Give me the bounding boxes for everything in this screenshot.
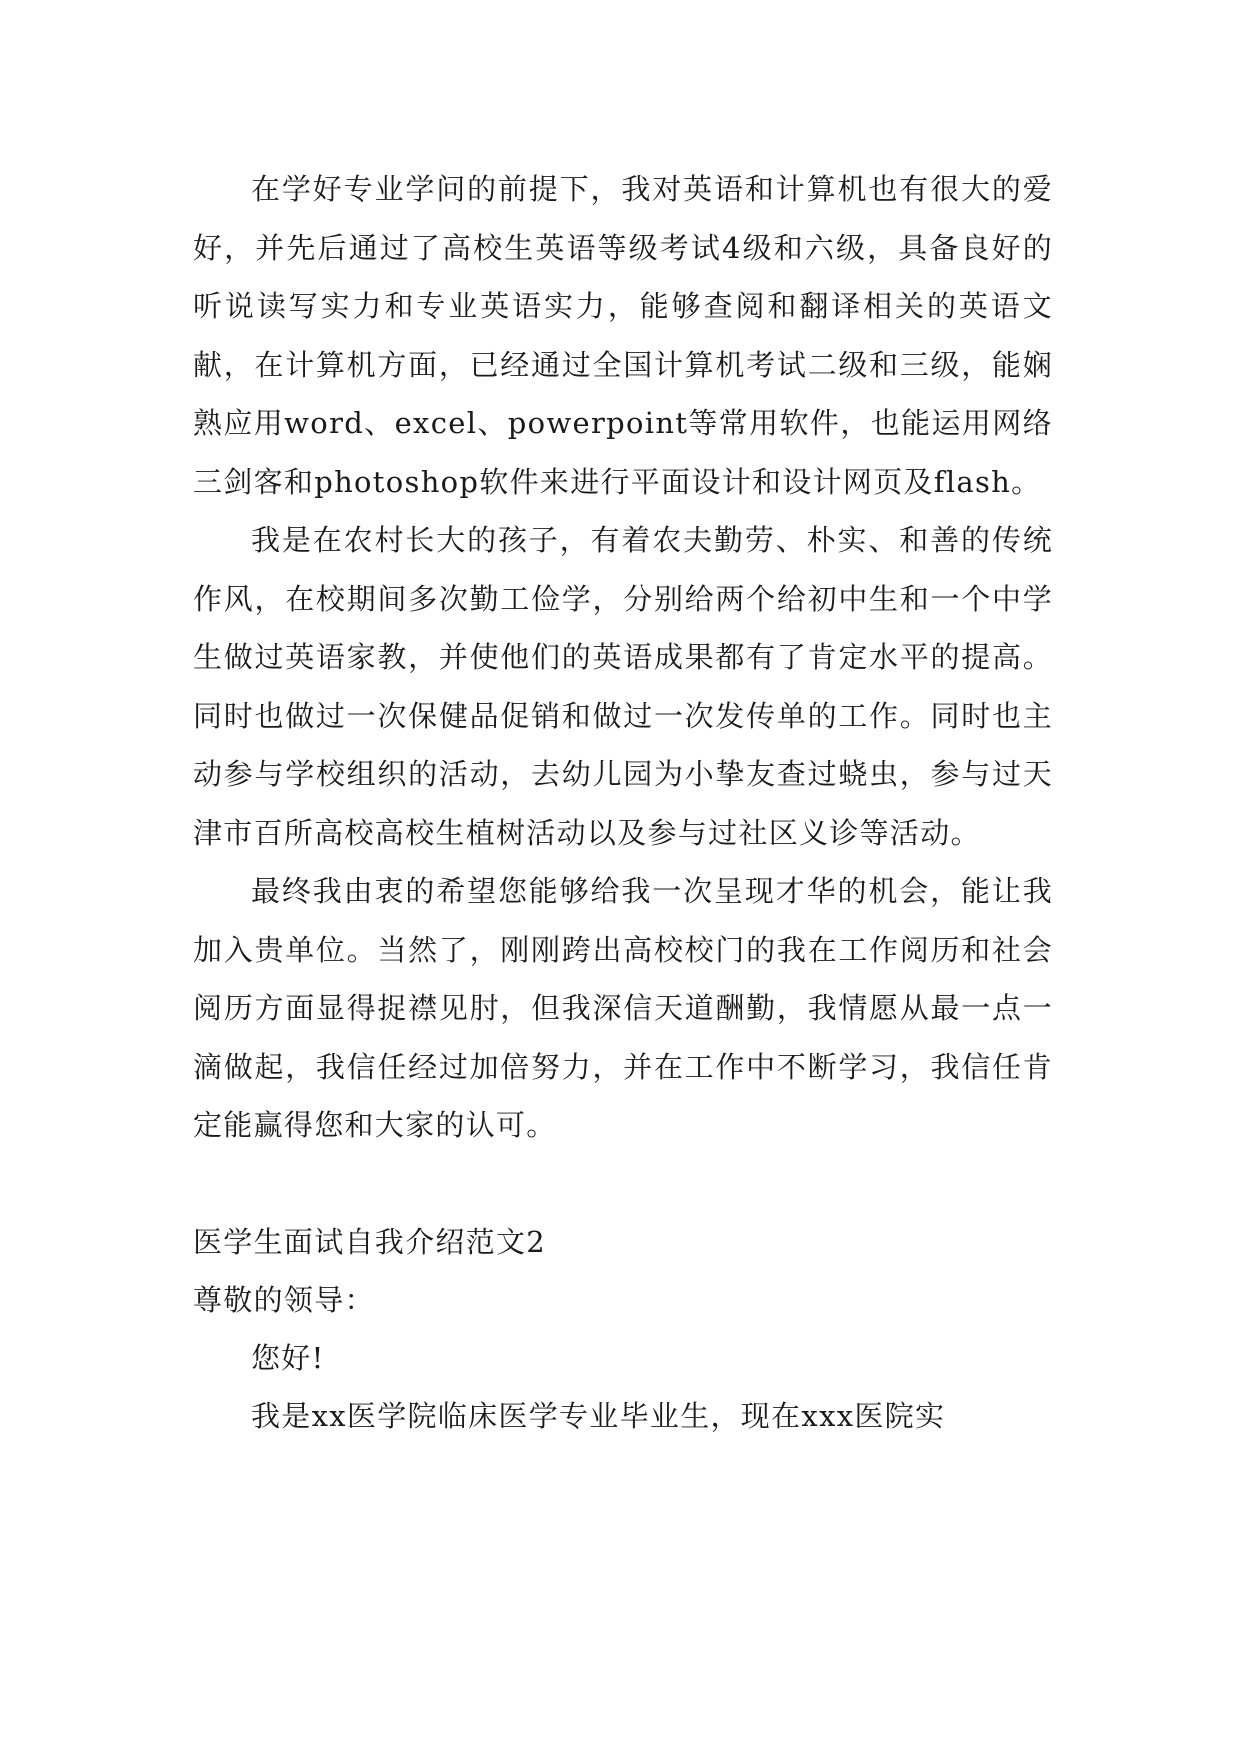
salutation: 尊敬的领导： — [193, 1282, 375, 1317]
paragraph-skills: 在学好专业学问的前提下，我对英语和计算机也有很大的爱好，并先后通过了高校生英语等级考试4级和六级，具备良好的听说读写实力和专业英语实力，能够查阅和翻译相关的英语文献，在计算机方面，已经通过全国计算机考试二级和三级，能娴熟应用word、excel、powerpoint等常用软件，也能运用网络三剑客和photoshop软件来进行平面设计和设计网页及flash。 — [193, 172, 1053, 499]
document-body — [193, 160, 1053, 1445]
greeting: 您好! — [251, 1340, 325, 1375]
section-heading: 医学生面试自我介绍范文2 — [193, 1224, 547, 1259]
paragraph-experience: 我是在农村长大的孩子，有着农夫勤劳、朴实、和善的传统作风，在校期间多次勤工俭学，分别给两个给初中生和一个中学生做过英语家教，并使他们的英语成果都有了肯定水平的提高。同时也做过一次保健品促销和做过一次发传单的工作。同时也主动参与学校组织的活动，去幼儿园为小挚友查过蛲虫，参与过天津市百所高校高校生植树活动以及参与过社区义诊等活动。 — [193, 523, 1053, 850]
paragraph-opening: 我是xx医学院临床医学专业毕业生，现在xxx医院实 — [251, 1398, 946, 1433]
paragraph-closing: 最终我由衷的希望您能够给我一次呈现才华的机会，能让我加入贵单位。当然了，刚刚跨出高校校门的我在工作阅历和社会阅历方面显得捉襟见肘，但我深信天道酬勤，我情愿从最一点一滴做起，我信任经过加倍努力，并在工作中不断学习，我信任肯定能赢得您和大家的认可。 — [193, 874, 1053, 1142]
